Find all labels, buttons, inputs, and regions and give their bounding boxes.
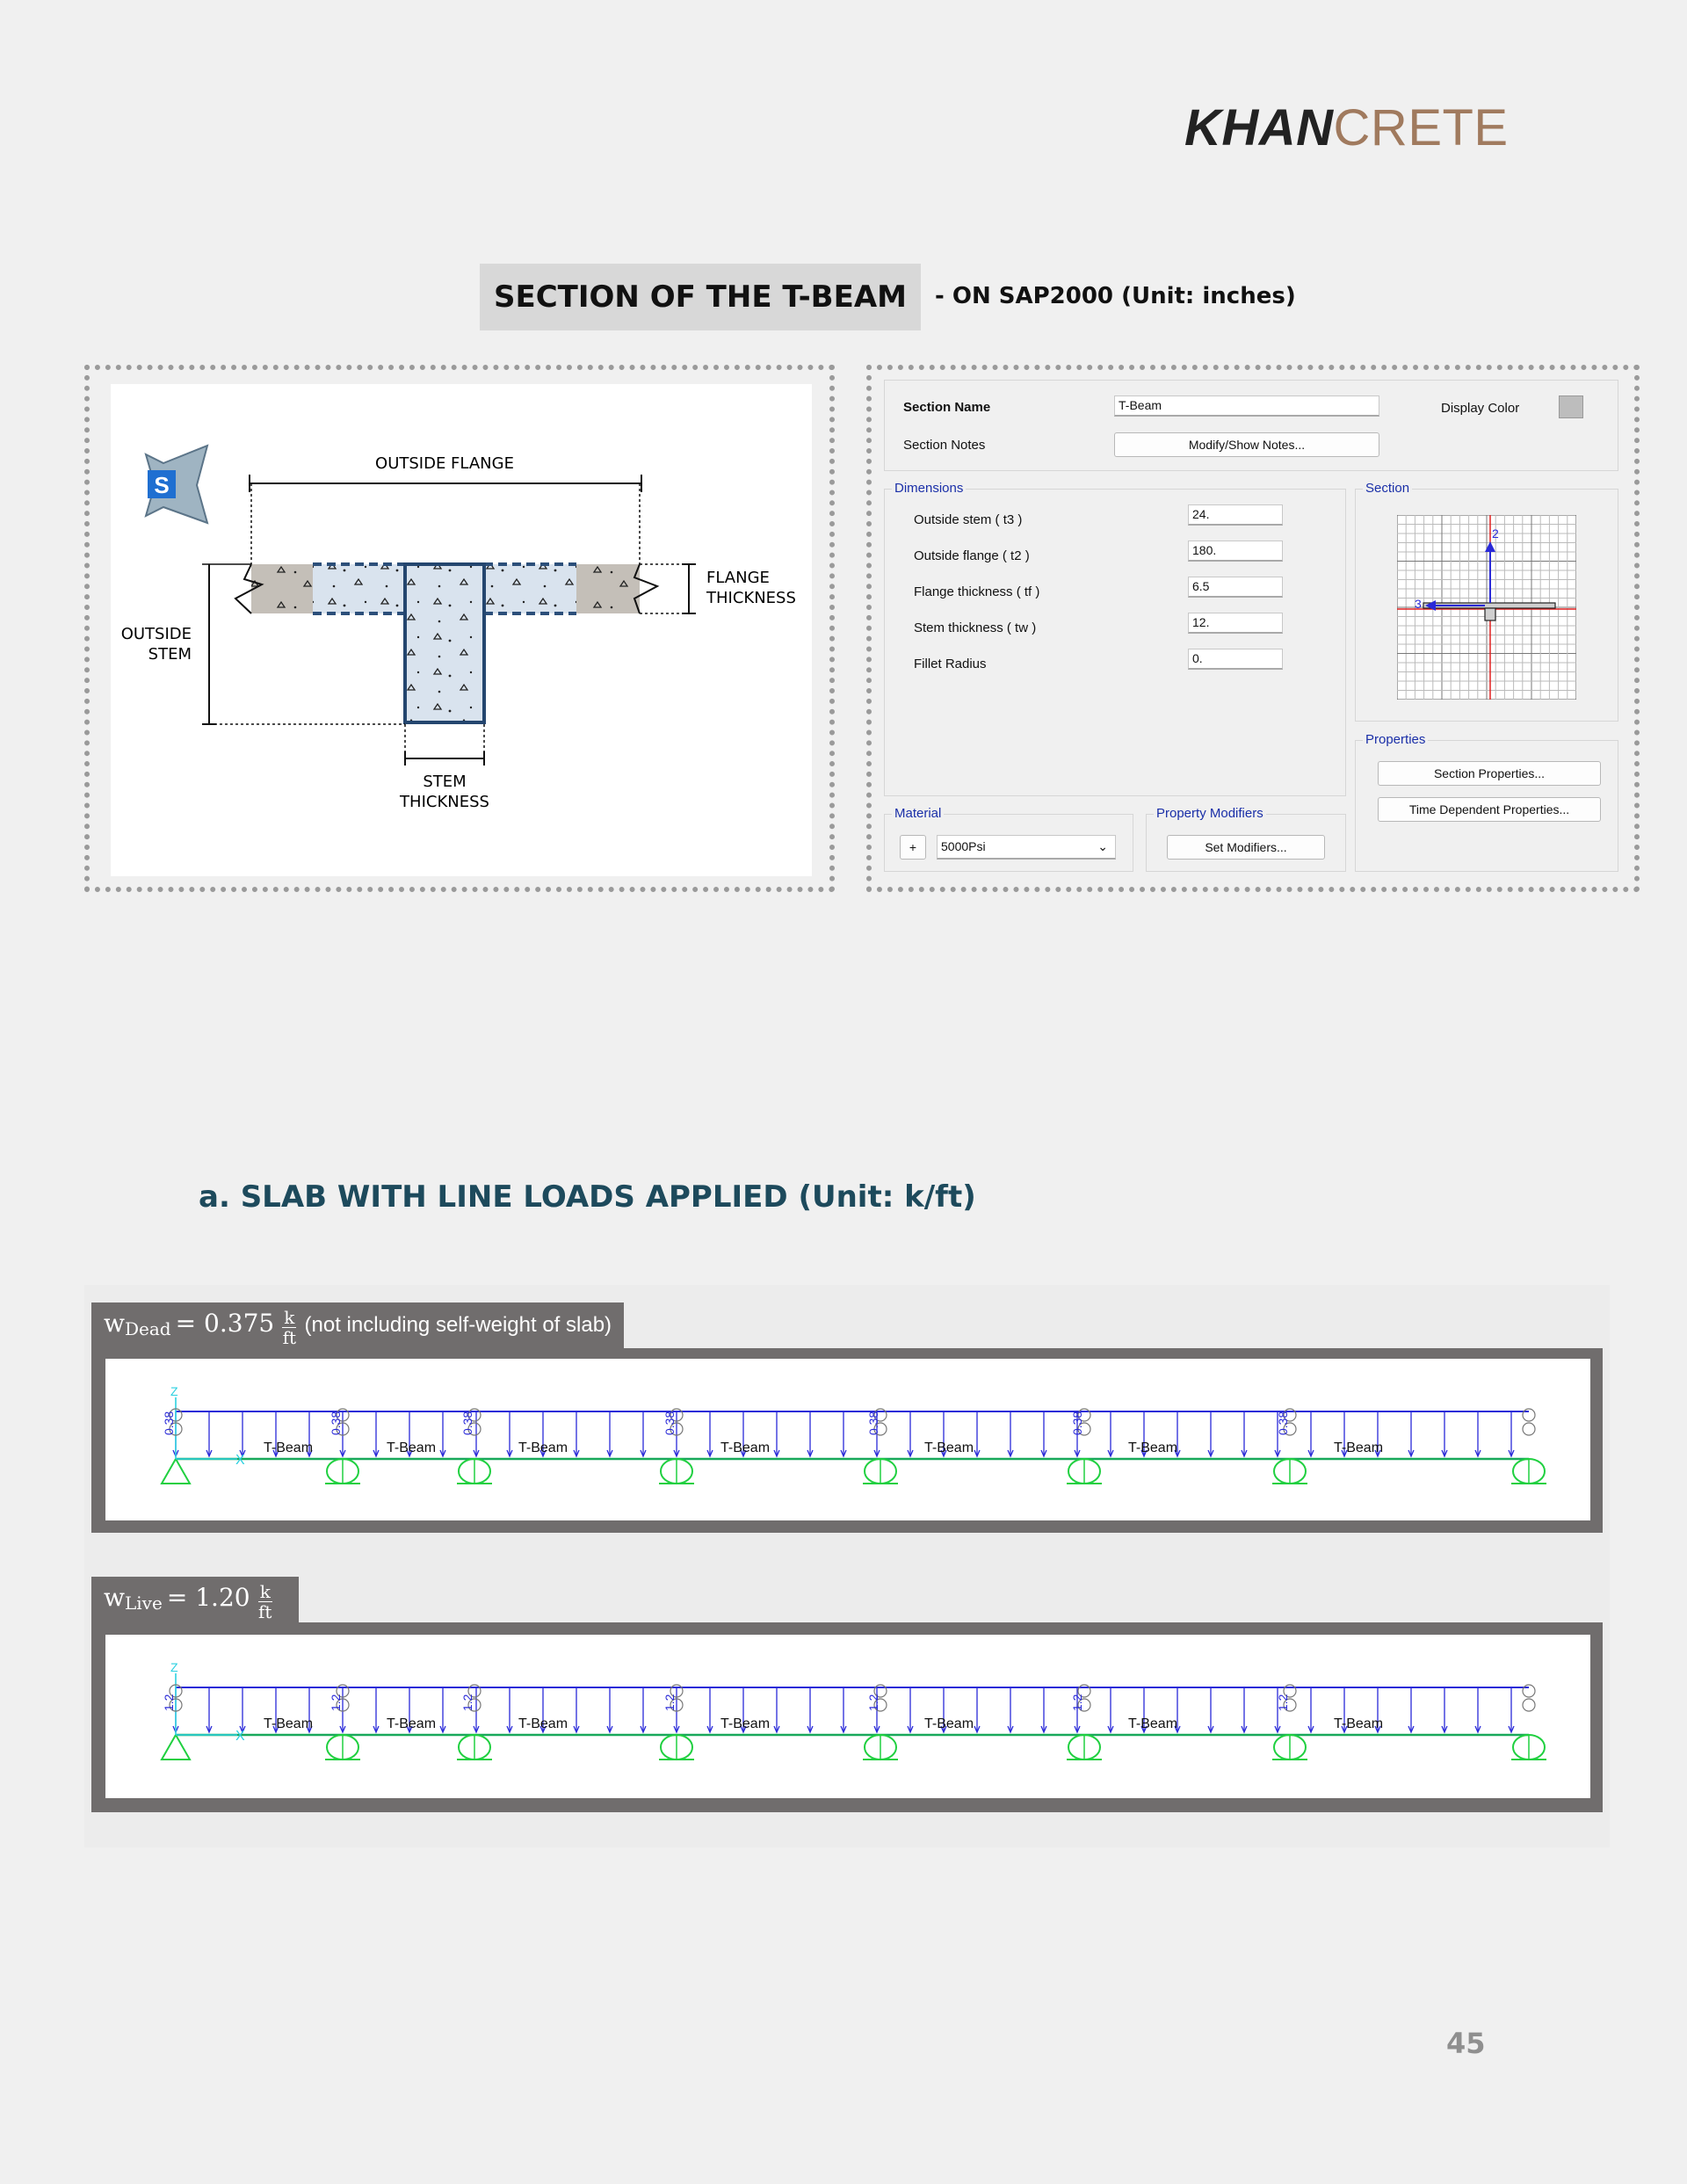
live-load-value: = 1.20: [166, 1583, 250, 1612]
chevron-down-icon: ⌄: [1097, 839, 1108, 853]
live-member-label: T-Beam: [1128, 1716, 1178, 1731]
material-select-value: 5000Psi: [941, 839, 986, 853]
section-name-label: Section Name: [903, 400, 991, 415]
property-modifiers-title: Property Modifiers: [1154, 806, 1266, 821]
dead-load-beam-drawing: [105, 1359, 1590, 1520]
dead-load-panel: [91, 1348, 1603, 1533]
dead-load-unit-num: k: [284, 1307, 295, 1328]
dead-load-note: (not including self-weight of slab): [304, 1313, 612, 1337]
live-pin-support: [162, 1735, 190, 1760]
logo-letter: S: [154, 472, 170, 498]
live-joint-marker: [1523, 1699, 1535, 1711]
section-notes-label: Section Notes: [903, 438, 986, 453]
dead-member-label: T-Beam: [720, 1440, 771, 1455]
dead-member-label: T-Beam: [518, 1440, 568, 1455]
brand-part-crete: CRETE: [1333, 99, 1509, 156]
dim-label-outside-stem: Outside stem ( t3 ): [914, 512, 1023, 527]
dead-member-label: T-Beam: [264, 1440, 314, 1455]
section-group-title: Section: [1363, 481, 1412, 496]
live-x-axis-label: X: [235, 1729, 245, 1744]
dim-label-outside-flange: Outside flange ( t2 ): [914, 548, 1030, 563]
live-load-value-label: 1.2: [866, 1694, 880, 1711]
live-load-unit-num: k: [259, 1581, 271, 1602]
live-member-label: T-Beam: [924, 1716, 974, 1731]
live-load-subscript: Live: [124, 1593, 163, 1614]
brand-part-khan: KHAN: [1184, 99, 1334, 156]
dead-load-value-label: 0.38: [1276, 1411, 1290, 1435]
live-load-value-label: 1.2: [1070, 1694, 1084, 1711]
dead-load-value-label: 0.38: [162, 1411, 176, 1435]
live-load-value-label: 1.2: [1276, 1694, 1290, 1711]
dead-member-label: T-Beam: [1334, 1440, 1384, 1455]
axis-3-label: 3: [1415, 597, 1422, 611]
sap-logo-icon: [146, 446, 207, 523]
dimensions-group: [884, 481, 1346, 796]
dead-load-value-label: 0.38: [329, 1411, 343, 1435]
stem-thickness-label-2: THICKNESS: [400, 793, 489, 811]
properties-title: Properties: [1363, 732, 1428, 747]
page-number: 45: [1446, 2027, 1486, 2060]
outside-stem-label-2: STEM: [148, 645, 192, 664]
dead-z-axis-label: Z: [170, 1384, 178, 1398]
live-load-panel: [91, 1622, 1603, 1812]
dead-load-unit: [282, 1308, 296, 1347]
dead-load-value-label: 0.38: [1070, 1411, 1084, 1435]
live-z-axis-label: Z: [170, 1660, 178, 1674]
dead-load-symbol: w: [104, 1309, 125, 1338]
dead-load-value-label: 0.38: [662, 1411, 677, 1435]
section-properties-button[interactable]: Section Properties...: [1378, 761, 1601, 786]
dead-load-subscript: Dead: [124, 1318, 171, 1340]
section-property-dialog: [879, 376, 1627, 879]
dead-x-axis-label: X: [235, 1453, 245, 1468]
t-beam-diagram: [111, 384, 812, 876]
outside-stem-label-1: OUTSIDE: [120, 625, 192, 643]
live-load-unit: [258, 1582, 272, 1622]
brand-logo: [1184, 98, 1509, 157]
section-subtitle: - ON SAP2000 (Unit: inches): [935, 283, 1296, 309]
dead-load-value-label: 0.38: [460, 1411, 474, 1435]
flange-thickness-label-2: THICKNESS: [706, 589, 796, 607]
section-name-field[interactable]: T-Beam: [1114, 395, 1379, 417]
material-add-button[interactable]: +: [900, 835, 926, 860]
dead-member-label: T-Beam: [387, 1440, 437, 1455]
material-select[interactable]: [937, 835, 1116, 860]
section-title: SECTION OF THE T-BEAM: [480, 264, 921, 330]
dim-label-flange-thickness: Flange thickness ( tf ): [914, 584, 1040, 599]
flange-thickness-label-1: FLANGE: [706, 569, 770, 587]
dead-load-value-label: 0.38: [866, 1411, 880, 1435]
dead-pin-support: [162, 1459, 190, 1484]
dim-label-fillet-radius: Fillet Radius: [914, 657, 987, 671]
modify-notes-button[interactable]: Modify/Show Notes...: [1114, 432, 1379, 457]
display-color-swatch[interactable]: [1559, 395, 1583, 418]
section-name-group: [884, 380, 1618, 471]
dead-load-unit-den: ft: [282, 1327, 297, 1348]
live-load-value-label: 1.2: [162, 1694, 176, 1711]
stem-thickness-label-1: STEM: [423, 773, 467, 791]
live-member-label: T-Beam: [518, 1716, 568, 1731]
display-color-label: Display Color: [1441, 401, 1520, 416]
dead-member-label: T-Beam: [1128, 1440, 1178, 1455]
section-preview-canvas: [1397, 515, 1576, 700]
outside-stem-field[interactable]: 24.: [1188, 504, 1283, 526]
dimensions-title: Dimensions: [892, 481, 966, 496]
dead-member-label: T-Beam: [924, 1440, 974, 1455]
axis-2-label: 2: [1492, 526, 1499, 541]
live-load-value-label: 1.2: [329, 1694, 343, 1711]
live-member-label: T-Beam: [264, 1716, 314, 1731]
dead-load-diagram: [105, 1359, 1590, 1520]
stem-thickness-field[interactable]: 12.: [1188, 613, 1283, 634]
live-load-beam-drawing: [105, 1635, 1590, 1798]
live-load-caption: [91, 1577, 299, 1624]
time-dependent-properties-button[interactable]: Time Dependent Properties...: [1378, 797, 1601, 822]
slab-loads-heading: a. SLAB WITH LINE LOADS APPLIED (Unit: k/ft): [199, 1179, 976, 1215]
dead-load-caption: [91, 1302, 624, 1350]
live-load-symbol: w: [104, 1583, 125, 1612]
flange-thickness-field[interactable]: 6.5: [1188, 577, 1283, 598]
live-load-diagram: [105, 1635, 1590, 1798]
fillet-radius-field[interactable]: 0.: [1188, 649, 1283, 670]
live-member-label: T-Beam: [720, 1716, 771, 1731]
live-load-value-label: 1.2: [460, 1694, 474, 1711]
dead-load-value: = 0.375: [175, 1309, 275, 1338]
material-title: Material: [892, 806, 944, 821]
live-member-label: T-Beam: [1334, 1716, 1384, 1731]
live-load-value-label: 1.2: [662, 1694, 677, 1711]
dead-joint-marker: [1523, 1423, 1535, 1435]
t-beam-section-drawing: [111, 384, 812, 876]
set-modifiers-button[interactable]: Set Modifiers...: [1167, 835, 1325, 860]
outside-flange-field[interactable]: 180.: [1188, 541, 1283, 562]
live-load-unit-den: ft: [258, 1601, 272, 1622]
live-member-label: T-Beam: [387, 1716, 437, 1731]
dim-label-stem-thickness: Stem thickness ( tw ): [914, 620, 1037, 635]
outside-flange-label: OUTSIDE FLANGE: [375, 454, 514, 473]
